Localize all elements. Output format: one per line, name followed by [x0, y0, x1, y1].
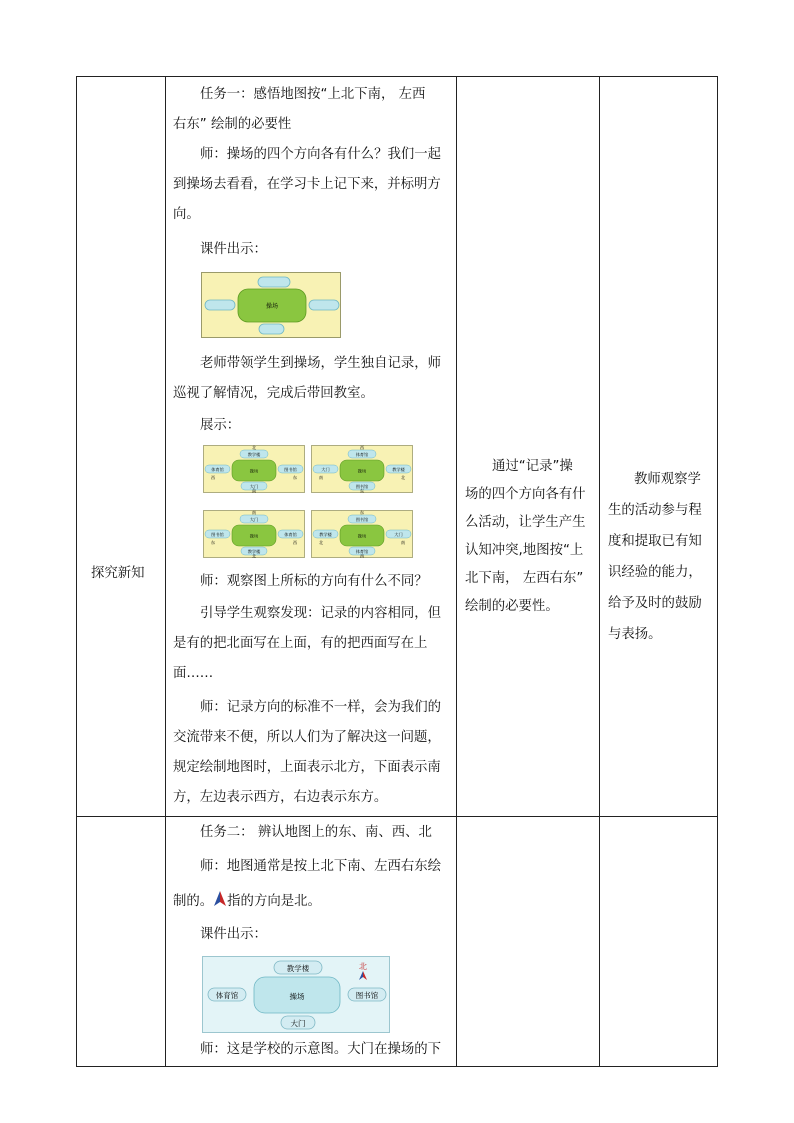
- record-dir-top: 西: [359, 445, 365, 450]
- record-top-box: 体育馆: [355, 452, 369, 457]
- task2-teacher: 师：地图通常是按上北下南、左西右东绘 制的。 指的方向是北。: [173, 859, 442, 909]
- task1-activity-cell: [166, 77, 457, 817]
- record-dir-bottom: 南: [251, 488, 257, 493]
- map-gate: 大门: [290, 1019, 306, 1028]
- record-dir-left: 南: [318, 475, 324, 480]
- map-library: 图书馆: [355, 991, 379, 1000]
- task1-evaluation: 教师观察学 生的活动参与程 度和提取已有知 识经验的能力， 给予及时的鼓励 与表扬。: [608, 472, 702, 642]
- record-dir-right: 北: [400, 475, 406, 480]
- task1-goal-cell: [457, 77, 600, 817]
- record-dir-bottom: 东: [359, 488, 365, 493]
- record-dir-top: 北: [251, 445, 257, 450]
- student-record-4: [311, 510, 413, 558]
- task2-courseware-label: 课件出示：: [200, 927, 267, 942]
- stage-label: 探究新知: [91, 566, 145, 581]
- record-left-box: 体育馆: [211, 467, 224, 472]
- record-center: 操场: [249, 468, 259, 474]
- playground-label: 操场: [265, 303, 279, 310]
- task1-standard: 师：记录方向的标准不一样，会为我们的 交流带来不便，所以人们为了解决这一问题， 规定绘制地图时，上面表示北方，下面表示南 方，左边表示西方，右边表示东方。: [173, 700, 442, 805]
- record-dir-top: 南: [251, 510, 257, 515]
- record-top-box: 教学楼: [247, 452, 261, 457]
- stage-cell-continued: [77, 817, 166, 1067]
- record-dir-left: 西: [210, 475, 216, 480]
- record-dir-right: 南: [400, 540, 406, 545]
- record-dir-right: 西: [292, 540, 298, 545]
- record-top-box: 大门: [249, 517, 259, 522]
- record-right-box: 教学楼: [392, 467, 405, 472]
- record-right-box: 图书馆: [284, 467, 297, 472]
- record-left-box: 教学楼: [319, 532, 332, 537]
- record-dir-right: 东: [292, 475, 298, 480]
- record-top-box: 图书馆: [355, 517, 369, 522]
- record-dir-left: 北: [318, 540, 324, 545]
- record-left-box: 大门: [321, 467, 330, 472]
- task1-observe-question: 师：观察图上所标的方向有什么不同？: [200, 574, 428, 589]
- task2-activity-cell: [166, 817, 457, 1067]
- record-center: 操场: [357, 533, 367, 539]
- school-map: [202, 956, 390, 1033]
- task2-goal-cell: [457, 817, 600, 1067]
- task1-record: 老师带领学生到操场，学生独自记录，师 巡视了解情况，完成后带回教室。: [173, 356, 442, 401]
- student-record-3: [203, 510, 305, 558]
- map-playground: 操场: [289, 992, 305, 1001]
- task1-teacher-question: 师：操场的四个方向各有什么？我们一起 到操场去看看，在学习卡上记下来，并标明方 向。: [173, 147, 442, 222]
- task1-courseware-label: 课件出示：: [200, 242, 267, 257]
- student-records: [203, 445, 415, 558]
- task1-show-label: 展示：: [200, 418, 241, 433]
- record-bottom-box: 图书馆: [355, 484, 369, 489]
- task2-title: 任务二： 辨认地图上的东、南、西、北: [200, 825, 432, 840]
- record-dir-left: 东: [210, 540, 216, 545]
- record-dir-bottom: 西: [359, 553, 365, 558]
- stage-cell: [77, 77, 166, 817]
- playground-diagram: [201, 272, 341, 338]
- task2-school-description: 师：这是学校的示意图。大门在操场的下: [200, 1042, 442, 1057]
- record-right-box: 体育馆: [284, 532, 297, 537]
- task2-eval-cell: [600, 817, 718, 1067]
- lesson-table: [76, 76, 718, 1067]
- map-gym: 体育馆: [215, 991, 239, 1000]
- record-right-box: 大门: [394, 532, 403, 537]
- student-record-1: [203, 445, 305, 493]
- record-bottom-box: 体育馆: [355, 549, 369, 554]
- north-arrow-icon: [213, 891, 227, 907]
- student-record-2: [311, 445, 413, 493]
- record-center: 操场: [357, 468, 367, 474]
- task1-title: 任务一：感悟地图按“上北下南， 左西 右东” 绘制的必要性: [173, 87, 426, 132]
- record-bottom-box: 大门: [249, 484, 259, 489]
- task1-eval-cell: [600, 77, 718, 817]
- map-north-label: 北: [359, 962, 367, 971]
- record-dir-bottom: 北: [251, 553, 257, 558]
- record-bottom-box: 教学楼: [247, 549, 261, 554]
- record-center: 操场: [249, 533, 259, 539]
- map-teaching-building: 教学楼: [286, 964, 310, 973]
- record-left-box: 图书馆: [211, 532, 224, 537]
- record-dir-top: 东: [359, 510, 365, 515]
- task1-guide: 引导学生观察发现：记录的内容相同，但 是有的把北面写在上面，有的把西面写在上 面……: [173, 606, 442, 681]
- task1-goal: 通过“记录”操 场的四个方向各有什 么活动，让学生产生 认知冲突,地图按“上 北下南， 左西右东” 绘制的必要性。: [465, 459, 586, 614]
